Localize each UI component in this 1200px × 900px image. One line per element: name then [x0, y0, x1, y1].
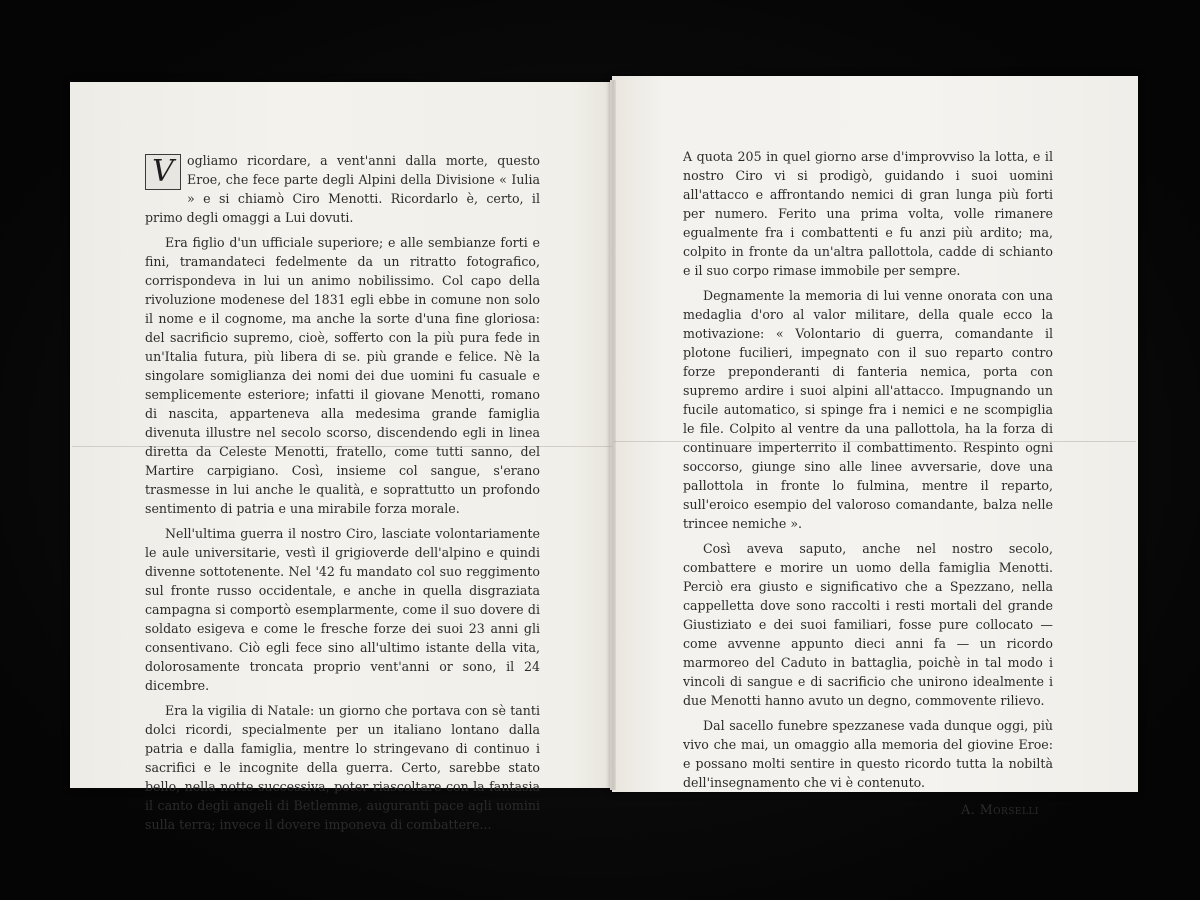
paragraph: Dal sacello funebre spezzanese vada dunque oggi, più vivo che mai, un omaggio alla memoria del giovine Eroe: e possano molti sentire in questo ricordo tutta la nobiltà dell'insegnamento che vi è contenuto. — [683, 718, 1053, 790]
paragraph: A quota 205 in quel giorno arse d'improvviso la lotta, e il nostro Ciro vi si prodigò, guidando i suoi uomini all'attacco e affrontando nemici di gran lunga più forti per numero. Ferito una prima volta, volle rimanere egualmente fra i combattenti e fu anzi più ardito; ma, colpito in fronte da un'altra pallottola, cadde di schianto e il suo corpo rimase immobile per sempre. — [683, 149, 1053, 278]
paragraph-text: ogliamo ricordare, a vent'anni dalla morte, questo Eroe, che fece parte degli Alpini della Divisione « Iulia » e si chiamò Ciro Menotti. Ricordarlo è, certo, il primo degli omaggi a Lui dovuti. — [145, 153, 540, 225]
paragraph: Così aveva saputo, anche nel nostro secolo, combattere e morire un uomo della famiglia Menotti. Perciò era giusto e significativo che a Spezzano, nella cappelletta dove sono raccolti i resti mortali del grande Giustiziato e dei suoi familiari, fosse pure collocato — come avvenne appunto dieci anni fa — un ricordo marmoreo del Caduto in battaglia, poichè in tal modo i vincoli di sangue e di sacrificio che unirono idealmente i due Menotti hanno avuto un degno, commovente rilievo. — [683, 541, 1053, 708]
paragraph: Era figlio d'un ufficiale superiore; e alle sembianze forti e fini, tramandateci fedelmente da un ritratto fotografico, corrispondeva in lui un animo nobilissimo. Col capo della rivoluzione modenese del 1831 egli ebbe in comune non solo il nome e il cognome, ma anche la sorte d'una fine gloriosa: del sacrificio supremo, cioè, sofferto con la più pura fede in un'Italia futura, più libera di se. più grande e felice. Nè la singolare somiglianza dei nomi dei due uomini fu casuale e semplicemente esteriore; infatti il giovane Menotti, romano di nascita, apparteneva alla medesima grande famiglia divenuta illustre nel secolo scorso, discendendo egli in linea diretta da Celeste Menotti, fratello, come tutti sanno, del Martire carpigiano. Così, insieme col sangue, s'erano trasmesse in lui anche le qualità, e soprattutto un profondo sentimento di patria e una mirabile forza morale. — [145, 235, 540, 516]
author-signature: A. Morselli — [961, 802, 1039, 817]
center-fold — [610, 80, 616, 790]
paragraph: Degnamente la memoria di lui venne onorata con una medaglia d'oro al valor militare, della quale ecco la motivazione: « Volontario di guerra, comandante il plotone fucilieri, impegnato con il suo reparto contro forze preponderanti di fanteria nemica, porta con supremo ardire i suoi alpini all'attacco. Impugnando un fucile automatico, si spinge fra i nemici e ne scompiglia le file. Colpito al ventre da una pallottola, ha la forza di continuare imperterrito il combattimento. Respinto ogni soccorso, giunge sino alle linee avversarie, dove una pallottola in fronte lo fulmina, mentre il reparto, sull'eroico esempio del valoroso comandante, balza nelle trincee nemiche ». — [683, 288, 1053, 531]
paragraph — [145, 151, 540, 227]
right-text-column — [683, 147, 1053, 819]
paragraph: Nell'ultima guerra il nostro Ciro, lasciate volontariamente le aule universitarie, vestì il grigioverde dell'alpino e quindi divenne sottotenente. Nel '42 fu mandato col suo reggimento sul fronte russo occidentale, e anche in quella disgraziata campagna si comportò esemplarmente, come il suo dovere di soldato esigeva e come le fresche forze dei suoi 23 anni gli consentivano. Ciò egli fece sino all'ultimo istante della vita, dolorosamente troncata proprio vent'anni or sono, il 24 dicembre. — [145, 526, 540, 693]
left-text-column — [145, 151, 540, 840]
paragraph: Era la vigilia di Natale: un giorno che portava con sè tanti dolci ricordi, specialmente per un italiano lontano dalla patria e dalla famiglia, mentre lo stringevano di continuo i sacrifici e le incognite della guerra. Certo, sarebbe stato bello, nella notte successiva, poter riascoltare con la fantasia il canto degli angeli di Betlemme, auguranti pace agli uomini sulla terra; invece il dovere imponeva di combattere... — [145, 703, 540, 832]
dropcap-initial: V — [145, 154, 181, 190]
